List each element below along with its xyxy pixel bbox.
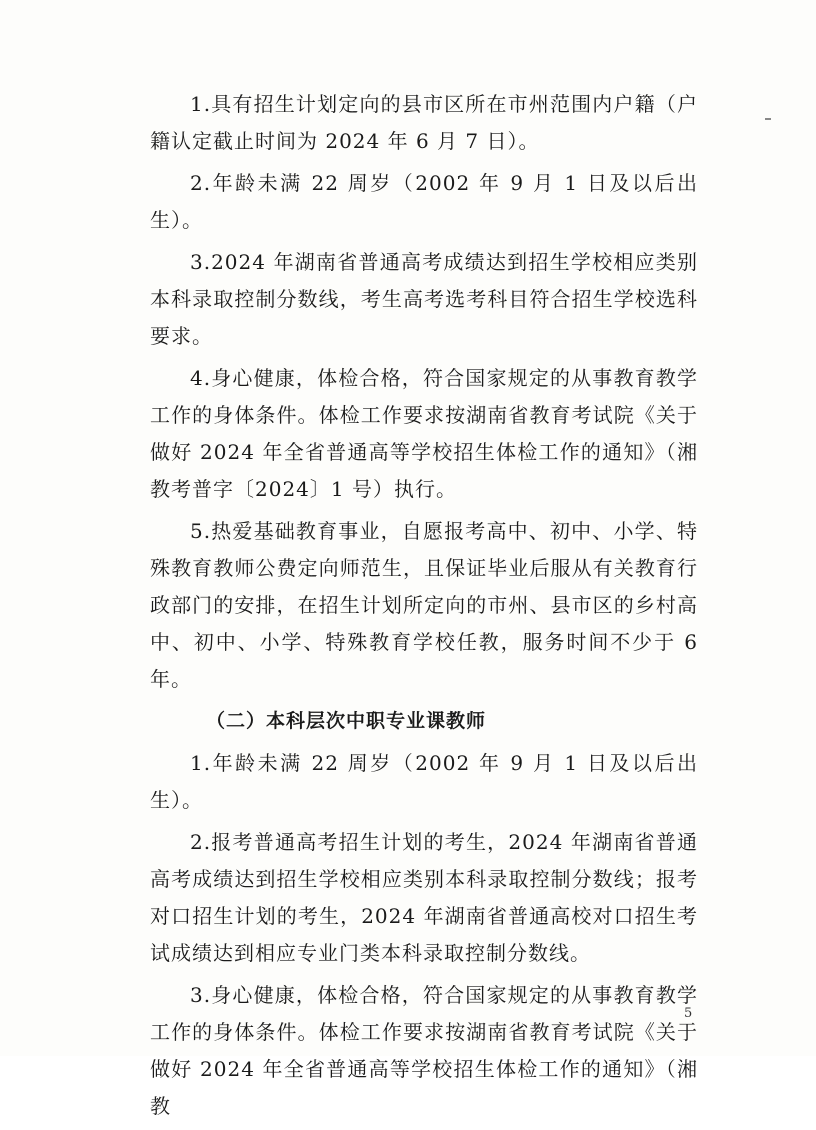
paragraph-health-check: 4.身心健康，体检合格，符合国家规定的从事教育教学工作的身体条件。体检工作要求按湖南省教育考试院《关于做好 2024 年全省普通高等学校招生体检工作的通知》（湘教考普字〔2024〕1 号）执行。 <box>150 366 698 501</box>
scan-mark <box>765 118 771 120</box>
paragraph-service-commitment: 5.热爱基础教育事业，自愿报考高中、初中、小学、特殊教育教师公费定向师范生，且保证毕业后服从有关教育行政部门的安排，在招生计划所定向的市州、县市区的乡村高中、初中、小学、特殊教育学校任教，服务时间不少于 6 年。 <box>150 519 698 691</box>
paragraph-age-requirement: 2.年龄未满 22 周岁（2002 年 9 月 1 日及以后出生）。 <box>150 171 698 232</box>
section-heading-vocational-teacher: （二）本科层次中职专业课教师 <box>206 710 487 732</box>
page-number: 5 <box>684 1006 693 1021</box>
paragraph-exam-score: 3.2024 年湖南省普通高考成绩达到招生学校相应类别本科录取控制分数线，考生高考选考科目符合招生学校选科要求。 <box>150 250 698 348</box>
paragraph-household-registration: 1.具有招生计划定向的县市区所在市州范围内户籍（户籍认定截止时间为 2024 年 6 月 7 日）。 <box>150 92 698 153</box>
document-body <box>150 86 698 1130</box>
paragraph-vocational-age: 1.年龄未满 22 周岁（2002 年 9 月 1 日及以后出生）。 <box>150 751 698 812</box>
paragraph-vocational-health: 3.身心健康，体检合格，符合国家规定的从事教育教学工作的身体条件。体检工作要求按湖南省教育考试院《关于做好 2024 年全省普通高等学校招生体检工作的通知》（湘教 <box>150 983 698 1118</box>
paragraph-vocational-score: 2.报考普通高考招生计划的考生，2024 年湖南省普通高考成绩达到招生学校相应类别本科录取控制分数线；报考对口招生计划的考生，2024 年湖南省普通高校对口招生考试成绩达到相应专业门类本科录取控制分数线。 <box>150 830 698 965</box>
